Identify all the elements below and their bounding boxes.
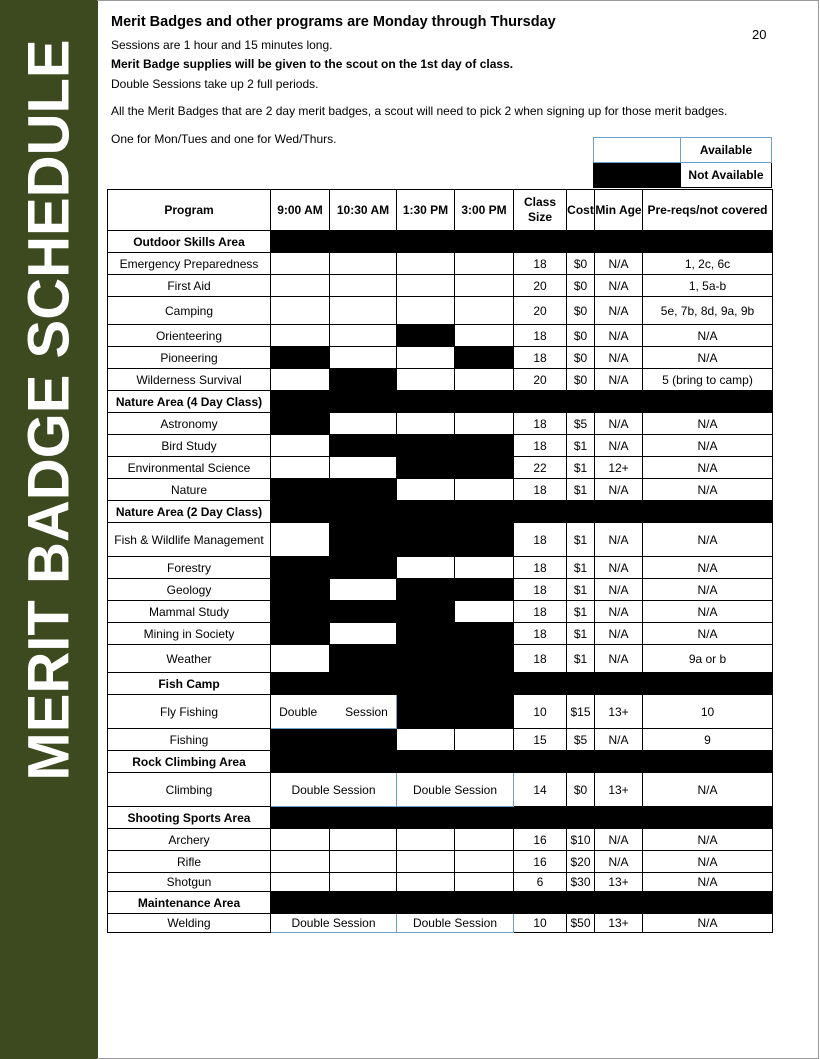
slot-available <box>397 851 455 873</box>
program-name: First Aid <box>108 275 271 297</box>
table-row <box>108 601 773 623</box>
class-size: 16 <box>514 851 567 873</box>
double-session-cell <box>397 773 514 807</box>
area-row <box>108 673 773 695</box>
slot-unavailable <box>397 523 455 557</box>
table-row <box>108 829 773 851</box>
slot-unavailable <box>271 579 330 601</box>
slot-unavailable <box>330 645 397 673</box>
slot-available <box>455 253 514 275</box>
program-name: Mining in Society <box>108 623 271 645</box>
table-row <box>108 275 773 297</box>
program-name: Emergency Preparedness <box>108 253 271 275</box>
prereqs: N/A <box>643 325 773 347</box>
min-age: N/A <box>595 369 643 391</box>
slot-available <box>455 369 514 391</box>
slot-available <box>455 557 514 579</box>
slot-unavailable <box>271 557 330 579</box>
area-blackout <box>271 751 773 773</box>
table-row <box>108 729 773 751</box>
slot-available <box>455 325 514 347</box>
program-name: Weather <box>108 645 271 673</box>
double-session-label-2: Session <box>345 704 388 719</box>
area-blackout <box>271 501 773 523</box>
class-size: 14 <box>514 773 567 807</box>
col-header-prereqs: Pre-reqs/not covered <box>643 190 773 231</box>
class-size: 10 <box>514 695 567 729</box>
cost: $1 <box>567 579 595 601</box>
cost: $0 <box>567 773 595 807</box>
class-size: 18 <box>514 435 567 457</box>
program-name: Fly Fishing <box>108 695 271 729</box>
class-size: 20 <box>514 275 567 297</box>
header-row <box>108 190 773 231</box>
program-name: Fish & Wildlife Management <box>108 523 271 557</box>
prereqs: 1, 5a-b <box>643 275 773 297</box>
slot-available <box>330 457 397 479</box>
prereqs: N/A <box>643 623 773 645</box>
slot-unavailable <box>330 523 397 557</box>
slot-unavailable <box>455 523 514 557</box>
min-age: N/A <box>595 601 643 623</box>
table-row <box>108 579 773 601</box>
cost: $1 <box>567 523 595 557</box>
cost: $1 <box>567 601 595 623</box>
slot-available <box>397 369 455 391</box>
class-size: 20 <box>514 297 567 325</box>
slot-unavailable <box>455 435 514 457</box>
schedule-table <box>107 189 773 933</box>
slot-available <box>271 851 330 873</box>
slot-unavailable <box>397 623 455 645</box>
slot-unavailable <box>330 729 397 751</box>
table-row <box>108 645 773 673</box>
slot-available <box>271 325 330 347</box>
slot-available <box>397 253 455 275</box>
table-row <box>108 435 773 457</box>
slot-unavailable <box>271 413 330 435</box>
double-session-label: Double Session <box>412 782 498 797</box>
area-name: Maintenance Area <box>108 892 271 914</box>
program-name: Wilderness Survival <box>108 369 271 391</box>
legend-label-available: Available <box>681 138 772 163</box>
slot-unavailable <box>397 325 455 347</box>
table-row <box>108 914 773 933</box>
slot-available <box>271 829 330 851</box>
slot-cell <box>455 695 514 729</box>
program-name: Nature <box>108 479 271 501</box>
area-blackout <box>271 391 773 413</box>
cost: $50 <box>567 914 595 933</box>
slot-unavailable <box>271 601 330 623</box>
legend-label-not-available: Not Available <box>681 163 772 188</box>
table-row <box>108 457 773 479</box>
prereqs: N/A <box>643 479 773 501</box>
slot-available <box>397 729 455 751</box>
cost: $0 <box>567 275 595 297</box>
cost: $30 <box>567 873 595 892</box>
class-size: 18 <box>514 347 567 369</box>
area-name: Nature Area (2 Day Class) <box>108 501 271 523</box>
table-row <box>108 413 773 435</box>
min-age: N/A <box>595 729 643 751</box>
slot-available <box>271 435 330 457</box>
slot-available <box>397 413 455 435</box>
cost: $5 <box>567 413 595 435</box>
program-name: Orienteering <box>108 325 271 347</box>
class-size: 18 <box>514 579 567 601</box>
col-header-min-age: Min Age <box>595 190 643 231</box>
class-size: 18 <box>514 623 567 645</box>
slot-available <box>330 347 397 369</box>
cost: $1 <box>567 435 595 457</box>
class-size: 15 <box>514 729 567 751</box>
slot-unavailable <box>455 347 514 369</box>
prereqs: 1, 2c, 6c <box>643 253 773 275</box>
table-row <box>108 479 773 501</box>
slot-available <box>455 479 514 501</box>
prereqs: N/A <box>643 914 773 933</box>
min-age: N/A <box>595 579 643 601</box>
area-blackout <box>271 673 773 695</box>
note-double-sessions: Double Sessions take up 2 full periods. <box>111 77 319 91</box>
slot-available <box>271 523 330 557</box>
slot-unavailable <box>397 435 455 457</box>
program-name: Bird Study <box>108 435 271 457</box>
slot-unavailable <box>397 457 455 479</box>
prereqs: 9a or b <box>643 645 773 673</box>
slot-available <box>271 253 330 275</box>
class-size: 22 <box>514 457 567 479</box>
slot-available <box>397 829 455 851</box>
program-name: Archery <box>108 829 271 851</box>
slot-unavailable <box>330 435 397 457</box>
table-row <box>108 253 773 275</box>
program-name: Forestry <box>108 557 271 579</box>
program-name: Fishing <box>108 729 271 751</box>
cost: $10 <box>567 829 595 851</box>
area-blackout <box>271 892 773 914</box>
area-name: Fish Camp <box>108 673 271 695</box>
area-name: Outdoor Skills Area <box>108 231 271 253</box>
program-name: Environmental Science <box>108 457 271 479</box>
col-header-slot-4: 3:00 PM <box>455 190 514 231</box>
cost: $1 <box>567 557 595 579</box>
slot-unavailable <box>455 645 514 673</box>
class-size: 10 <box>514 914 567 933</box>
prereqs: N/A <box>643 601 773 623</box>
slot-unavailable <box>271 347 330 369</box>
slot-available <box>330 873 397 892</box>
cost: $5 <box>567 729 595 751</box>
prereqs: N/A <box>643 435 773 457</box>
cost: $1 <box>567 645 595 673</box>
program-name: Astronomy <box>108 413 271 435</box>
slot-available <box>271 275 330 297</box>
min-age: N/A <box>595 557 643 579</box>
area-row <box>108 391 773 413</box>
table-row <box>108 297 773 325</box>
slot-available <box>330 851 397 873</box>
slot-unavailable <box>330 557 397 579</box>
slot-available <box>397 557 455 579</box>
class-size: 20 <box>514 369 567 391</box>
area-blackout <box>271 807 773 829</box>
min-age: N/A <box>595 435 643 457</box>
class-size: 18 <box>514 557 567 579</box>
program-name: Shotgun <box>108 873 271 892</box>
slot-available <box>455 873 514 892</box>
min-age: N/A <box>595 645 643 673</box>
program-name: Rifle <box>108 851 271 873</box>
slot-unavailable <box>455 457 514 479</box>
legend-swatch-not-available <box>594 163 681 188</box>
slot-unavailable <box>455 623 514 645</box>
class-size: 18 <box>514 479 567 501</box>
col-header-class-size: Class Size <box>514 190 567 231</box>
prereqs: 10 <box>643 695 773 729</box>
min-age: N/A <box>595 479 643 501</box>
slot-available <box>330 325 397 347</box>
prereqs: N/A <box>643 773 773 807</box>
min-age: 13+ <box>595 873 643 892</box>
double-session-cell <box>271 695 397 729</box>
cost: $0 <box>567 325 595 347</box>
class-size: 18 <box>514 523 567 557</box>
cost: $1 <box>567 457 595 479</box>
slot-available <box>271 457 330 479</box>
class-size: 18 <box>514 413 567 435</box>
min-age: N/A <box>595 253 643 275</box>
min-age: N/A <box>595 829 643 851</box>
min-age: N/A <box>595 413 643 435</box>
prereqs: N/A <box>643 557 773 579</box>
class-size: 18 <box>514 601 567 623</box>
class-size: 18 <box>514 253 567 275</box>
slot-available <box>397 297 455 325</box>
table-row <box>108 851 773 873</box>
cost: $0 <box>567 369 595 391</box>
min-age: N/A <box>595 851 643 873</box>
area-row <box>108 892 773 914</box>
class-size: 6 <box>514 873 567 892</box>
slot-unavailable <box>397 645 455 673</box>
area-row <box>108 501 773 523</box>
cost: $1 <box>567 479 595 501</box>
slot-unavailable <box>397 601 455 623</box>
slot-available <box>330 297 397 325</box>
min-age: N/A <box>595 523 643 557</box>
slot-available <box>455 601 514 623</box>
class-size: 18 <box>514 325 567 347</box>
program-name: Pioneering <box>108 347 271 369</box>
prereqs: 5 (bring to camp) <box>643 369 773 391</box>
cost: $20 <box>567 851 595 873</box>
table-row <box>108 523 773 557</box>
min-age: 13+ <box>595 695 643 729</box>
slot-unavailable <box>330 369 397 391</box>
area-blackout <box>271 231 773 253</box>
schedule-body <box>108 231 773 933</box>
double-session-cell <box>271 914 397 933</box>
min-age: 12+ <box>595 457 643 479</box>
legend <box>593 137 772 188</box>
slot-available <box>455 729 514 751</box>
cost: $0 <box>567 347 595 369</box>
cost: $0 <box>567 297 595 325</box>
slot-available <box>271 369 330 391</box>
cost: $0 <box>567 253 595 275</box>
prereqs: 9 <box>643 729 773 751</box>
min-age: 13+ <box>595 773 643 807</box>
slot-available <box>330 623 397 645</box>
legend-swatch-available <box>594 138 681 163</box>
min-age: N/A <box>595 347 643 369</box>
sidebar-title: MERIT BADGE SCHEDULE <box>16 39 82 781</box>
table-row <box>108 325 773 347</box>
slot-available <box>330 413 397 435</box>
min-age: N/A <box>595 623 643 645</box>
prereqs: N/A <box>643 829 773 851</box>
double-session-label: Double Session <box>412 916 498 930</box>
slot-unavailable <box>271 729 330 751</box>
slot-unavailable <box>455 579 514 601</box>
note-two-day-badges: All the Merit Badges that are 2 day merit badges, a scout will need to pick 2 when signing up for those merit badges. <box>111 104 728 118</box>
col-header-program: Program <box>108 190 271 231</box>
table-row <box>108 557 773 579</box>
slot-available <box>455 275 514 297</box>
slot-available <box>271 645 330 673</box>
prereqs: N/A <box>643 579 773 601</box>
table-row <box>108 347 773 369</box>
double-session-cell <box>397 914 514 933</box>
cost: $15 <box>567 695 595 729</box>
area-row <box>108 807 773 829</box>
double-session-label: Double Session <box>291 916 376 930</box>
program-name: Geology <box>108 579 271 601</box>
col-header-cost: Cost <box>567 190 595 231</box>
col-header-slot-1: 9:00 AM <box>271 190 330 231</box>
slot-available <box>455 851 514 873</box>
table-row <box>108 369 773 391</box>
prereqs: N/A <box>643 873 773 892</box>
min-age: N/A <box>595 325 643 347</box>
program-name: Mammal Study <box>108 601 271 623</box>
table-row <box>108 773 773 807</box>
slot-available <box>397 479 455 501</box>
prereqs: N/A <box>643 851 773 873</box>
slot-unavailable <box>397 579 455 601</box>
slot-cell <box>397 695 455 729</box>
note-mon-wed: One for Mon/Tues and one for Wed/Thurs. <box>111 132 337 146</box>
sidebar <box>0 0 98 1059</box>
col-header-slot-2: 10:30 AM <box>330 190 397 231</box>
prereqs: N/A <box>643 457 773 479</box>
page-number: 20 <box>752 27 767 42</box>
note-session-length: Sessions are 1 hour and 15 minutes long. <box>111 38 333 52</box>
cost: $1 <box>567 623 595 645</box>
slot-unavailable <box>271 479 330 501</box>
slot-available <box>397 347 455 369</box>
program-name: Camping <box>108 297 271 325</box>
area-name: Shooting Sports Area <box>108 807 271 829</box>
table-row <box>108 695 773 729</box>
program-name: Welding <box>108 914 271 933</box>
prereqs: N/A <box>643 347 773 369</box>
prereqs: N/A <box>643 413 773 435</box>
slot-available <box>397 873 455 892</box>
slot-unavailable <box>330 601 397 623</box>
area-row <box>108 751 773 773</box>
slot-available <box>455 829 514 851</box>
area-row <box>108 231 773 253</box>
table-row <box>108 873 773 892</box>
slot-available <box>271 297 330 325</box>
class-size: 18 <box>514 645 567 673</box>
slot-unavailable <box>330 479 397 501</box>
area-name: Nature Area (4 Day Class) <box>108 391 271 413</box>
double-session-label: Double <box>279 704 318 719</box>
class-size: 16 <box>514 829 567 851</box>
program-name: Climbing <box>108 773 271 807</box>
slot-available <box>330 829 397 851</box>
page-heading: Merit Badges and other programs are Monday through Thursday <box>111 14 556 30</box>
note-supplies: Merit Badge supplies will be given to the scout on the 1st day of class. <box>111 57 514 71</box>
slot-available <box>455 297 514 325</box>
slot-unavailable <box>271 623 330 645</box>
slot-available <box>330 275 397 297</box>
prereqs: N/A <box>643 523 773 557</box>
prereqs: 5e, 7b, 8d, 9a, 9b <box>643 297 773 325</box>
min-age: N/A <box>595 297 643 325</box>
slot-available <box>455 413 514 435</box>
slot-available <box>271 873 330 892</box>
table-row <box>108 623 773 645</box>
area-name: Rock Climbing Area <box>108 751 271 773</box>
double-session-label: Double Session <box>291 782 376 797</box>
min-age: N/A <box>595 275 643 297</box>
slot-available <box>330 253 397 275</box>
slot-available <box>397 275 455 297</box>
min-age: 13+ <box>595 914 643 933</box>
col-header-slot-3: 1:30 PM <box>397 190 455 231</box>
slot-available <box>330 579 397 601</box>
double-session-cell <box>271 773 397 807</box>
